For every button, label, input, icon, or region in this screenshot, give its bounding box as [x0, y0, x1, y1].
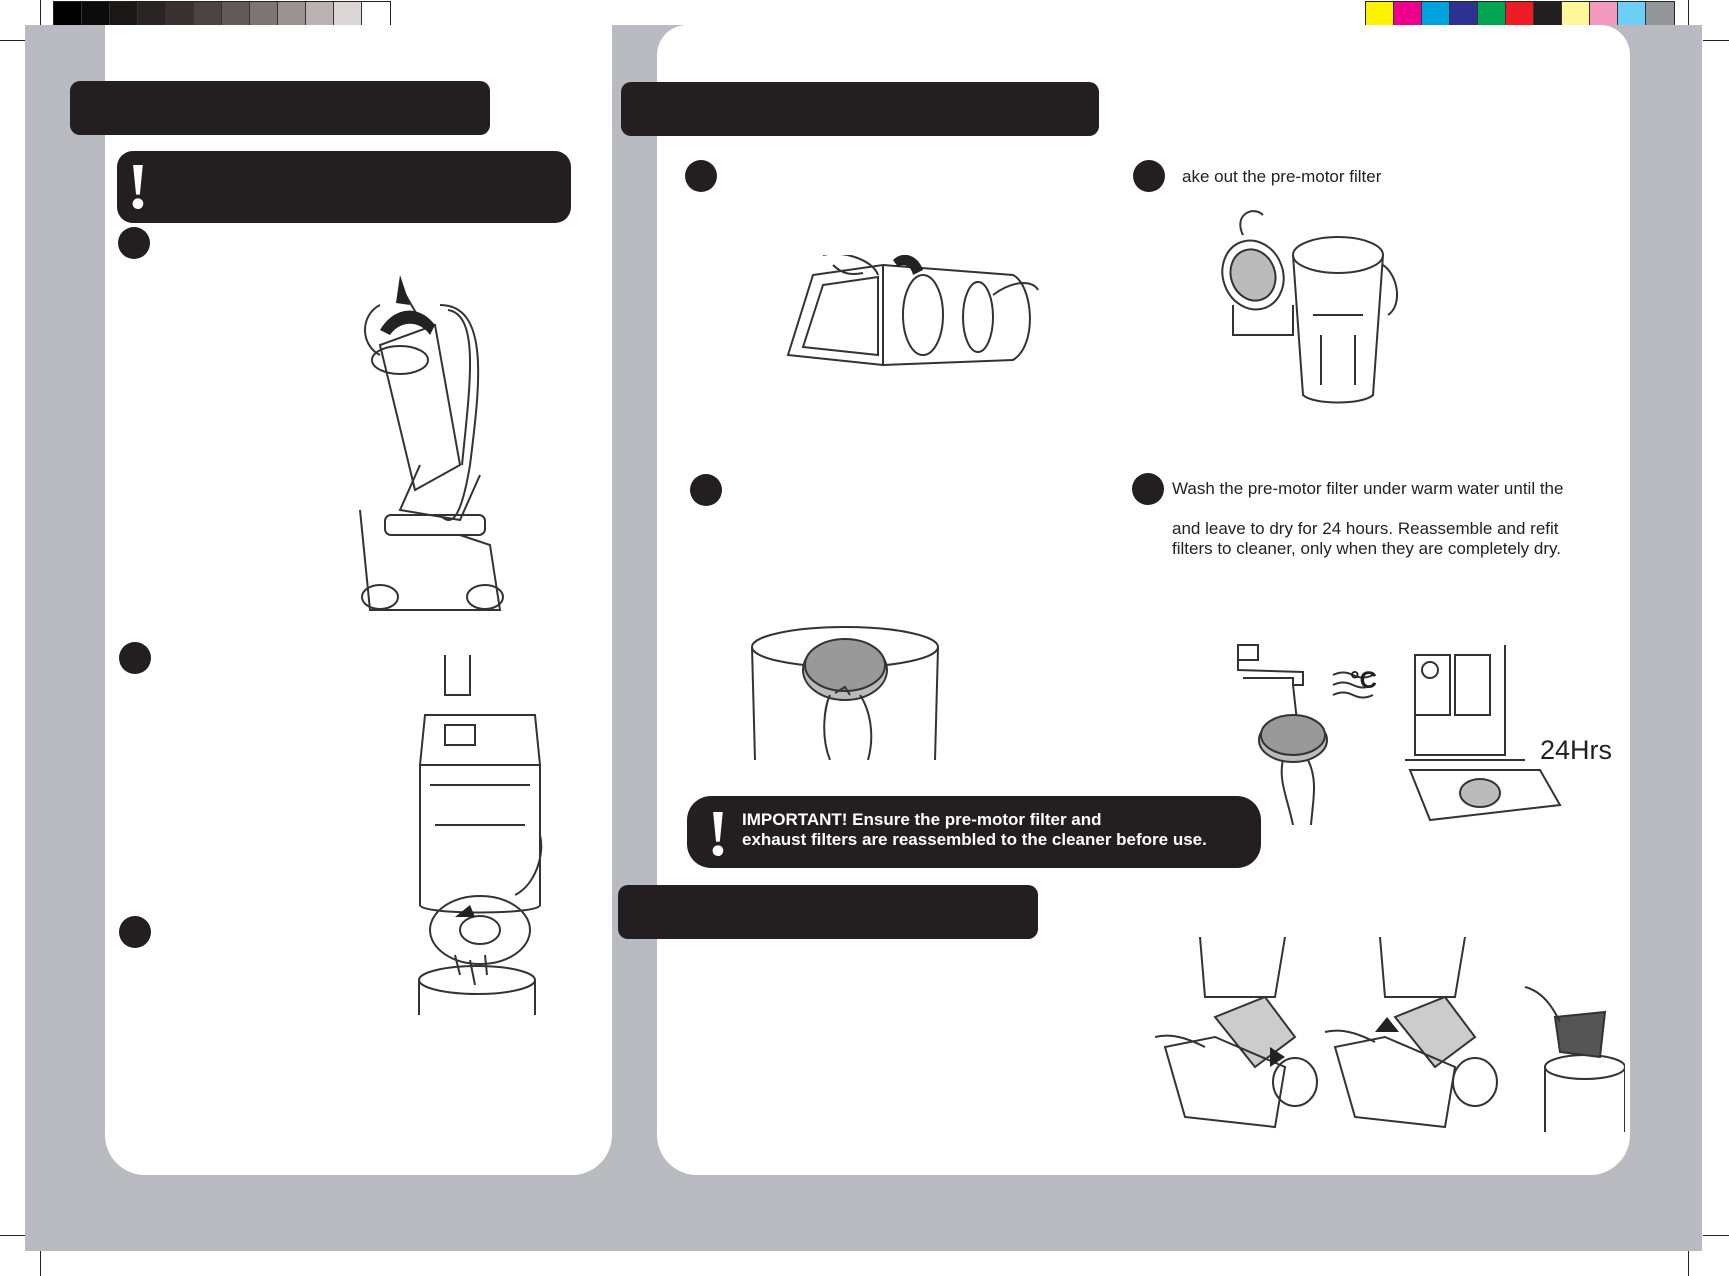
temperature-label: °C — [1350, 667, 1377, 694]
crop-mark — [0, 40, 26, 41]
upright-vacuum-release-illustration — [340, 265, 520, 615]
filter-tap-into-bin-illustration — [750, 625, 940, 760]
section-header-bar-bottom — [618, 885, 1038, 939]
step-bullet — [118, 227, 150, 259]
exclamation-icon: ! — [707, 797, 729, 870]
exclamation-icon: ! — [127, 150, 149, 223]
crop-mark — [1688, 1250, 1689, 1276]
step-bullet — [119, 642, 151, 674]
step-bullet — [119, 916, 151, 948]
section-header-bar-right — [621, 82, 1099, 136]
section-header-bar-left — [70, 81, 490, 135]
dust-bin-empty-illustration — [415, 655, 555, 1015]
crop-mark — [0, 1235, 26, 1236]
filter-cover-removal-illustration — [783, 255, 1043, 380]
dry-time-label: 24Hrs — [1540, 735, 1613, 765]
important-line-1: IMPORTANT! Ensure the pre-motor filter and — [742, 810, 1102, 829]
crop-mark — [1703, 1235, 1729, 1236]
crop-mark — [40, 0, 41, 26]
crop-mark — [1688, 0, 1689, 26]
step-bullet — [1132, 473, 1164, 505]
step-text-wash-line3: filters to cleaner, only when they are completely dry. — [1172, 539, 1561, 558]
step-text-wash-line2: and leave to dry for 24 hours. Reassemble and refit — [1172, 519, 1559, 538]
pre-motor-filter-removal-illustration — [1213, 205, 1403, 405]
step-text-wash-line1: Wash the pre-motor filter under warm water until the — [1172, 479, 1564, 498]
step-bullet — [685, 160, 717, 192]
crop-mark — [40, 1250, 41, 1276]
step-bullet — [1133, 160, 1165, 192]
step-text-take-out-filter: ake out the pre-motor filter — [1182, 167, 1382, 186]
important-text — [742, 810, 1207, 850]
exhaust-filter-removal-illustration — [1155, 937, 1625, 1132]
crop-mark — [1703, 40, 1729, 41]
warning-box — [117, 151, 571, 223]
important-line-2: exhaust filters are reassembled to the cleaner before use. — [742, 830, 1207, 849]
step-bullet — [690, 474, 722, 506]
